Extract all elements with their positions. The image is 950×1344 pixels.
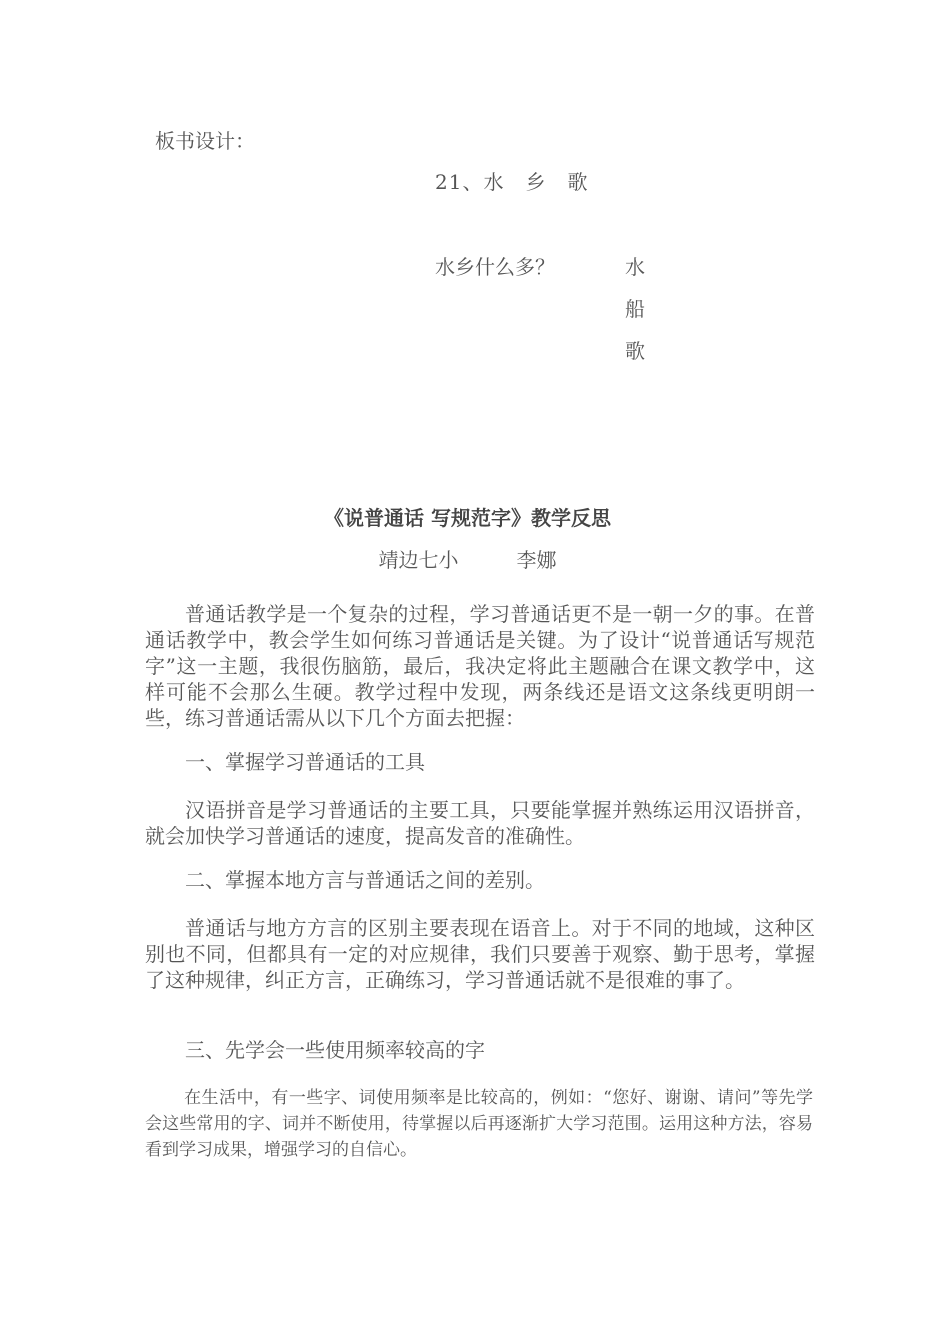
author-name: 李娜 [516,548,557,572]
reflection-title: 《说普通话 写规范字》教学反思 [324,506,611,530]
section-heading-1: 一、掌握学习普通话的工具 [185,750,425,774]
section-paragraph-2: 普通话与地方方言的区别主要表现在语音上。对于不同的地域，这种区别也不同，但都具有一定的对应规律，我们只要善于观察、勤于思考，掌握了这种规律，纠正方言，正确练习，学习普通话就不是很难的事了。 [145,916,815,992]
section-heading-2: 二、掌握本地方言与普通话之间的差别。 [185,868,545,892]
board-design-label: 板书设计： [155,129,255,153]
section-paragraph-1: 汉语拼音是学习普通话的主要工具，只要能掌握并熟练运用汉语拼音，就会加快学习普通话的速度，提高发音的准确性。 [145,798,815,848]
author-line [0,544,935,573]
school-name: 靖边七小 [378,548,459,572]
board-answer-boat: 船 [625,297,645,321]
section-heading-3: 三、先学会一些使用频率较高的字 [185,1038,485,1062]
board-answer-song: 歌 [625,339,645,363]
lesson-title: 21、水 乡 歌 [435,170,589,194]
board-answer-water: 水 [625,255,645,279]
intro-paragraph: 普通话教学是一个复杂的过程，学习普通话更不是一朝一夕的事。在普通话教学中，教会学生如何练习普通话是关键。为了设计“说普通话写规范字”这一主题，我很伤脑筋，最后，我决定将此主题融合在课文教学中，这样可能不会那么生硬。教学过程中发现，两条线还是语文这条线更明朗一些，练习普通话需从以下几个方面去把握： [145,602,815,730]
board-question: 水乡什么多？ [435,255,555,279]
section-paragraph-3: 在生活中，有一些字、词使用频率是比较高的，例如：“您好、谢谢、请问”等先学会这些常用的字、词并不断使用，待掌握以后再逐渐扩大学习范围。运用这种方法，容易看到学习成果，增强学习的自信心。 [145,1088,813,1160]
